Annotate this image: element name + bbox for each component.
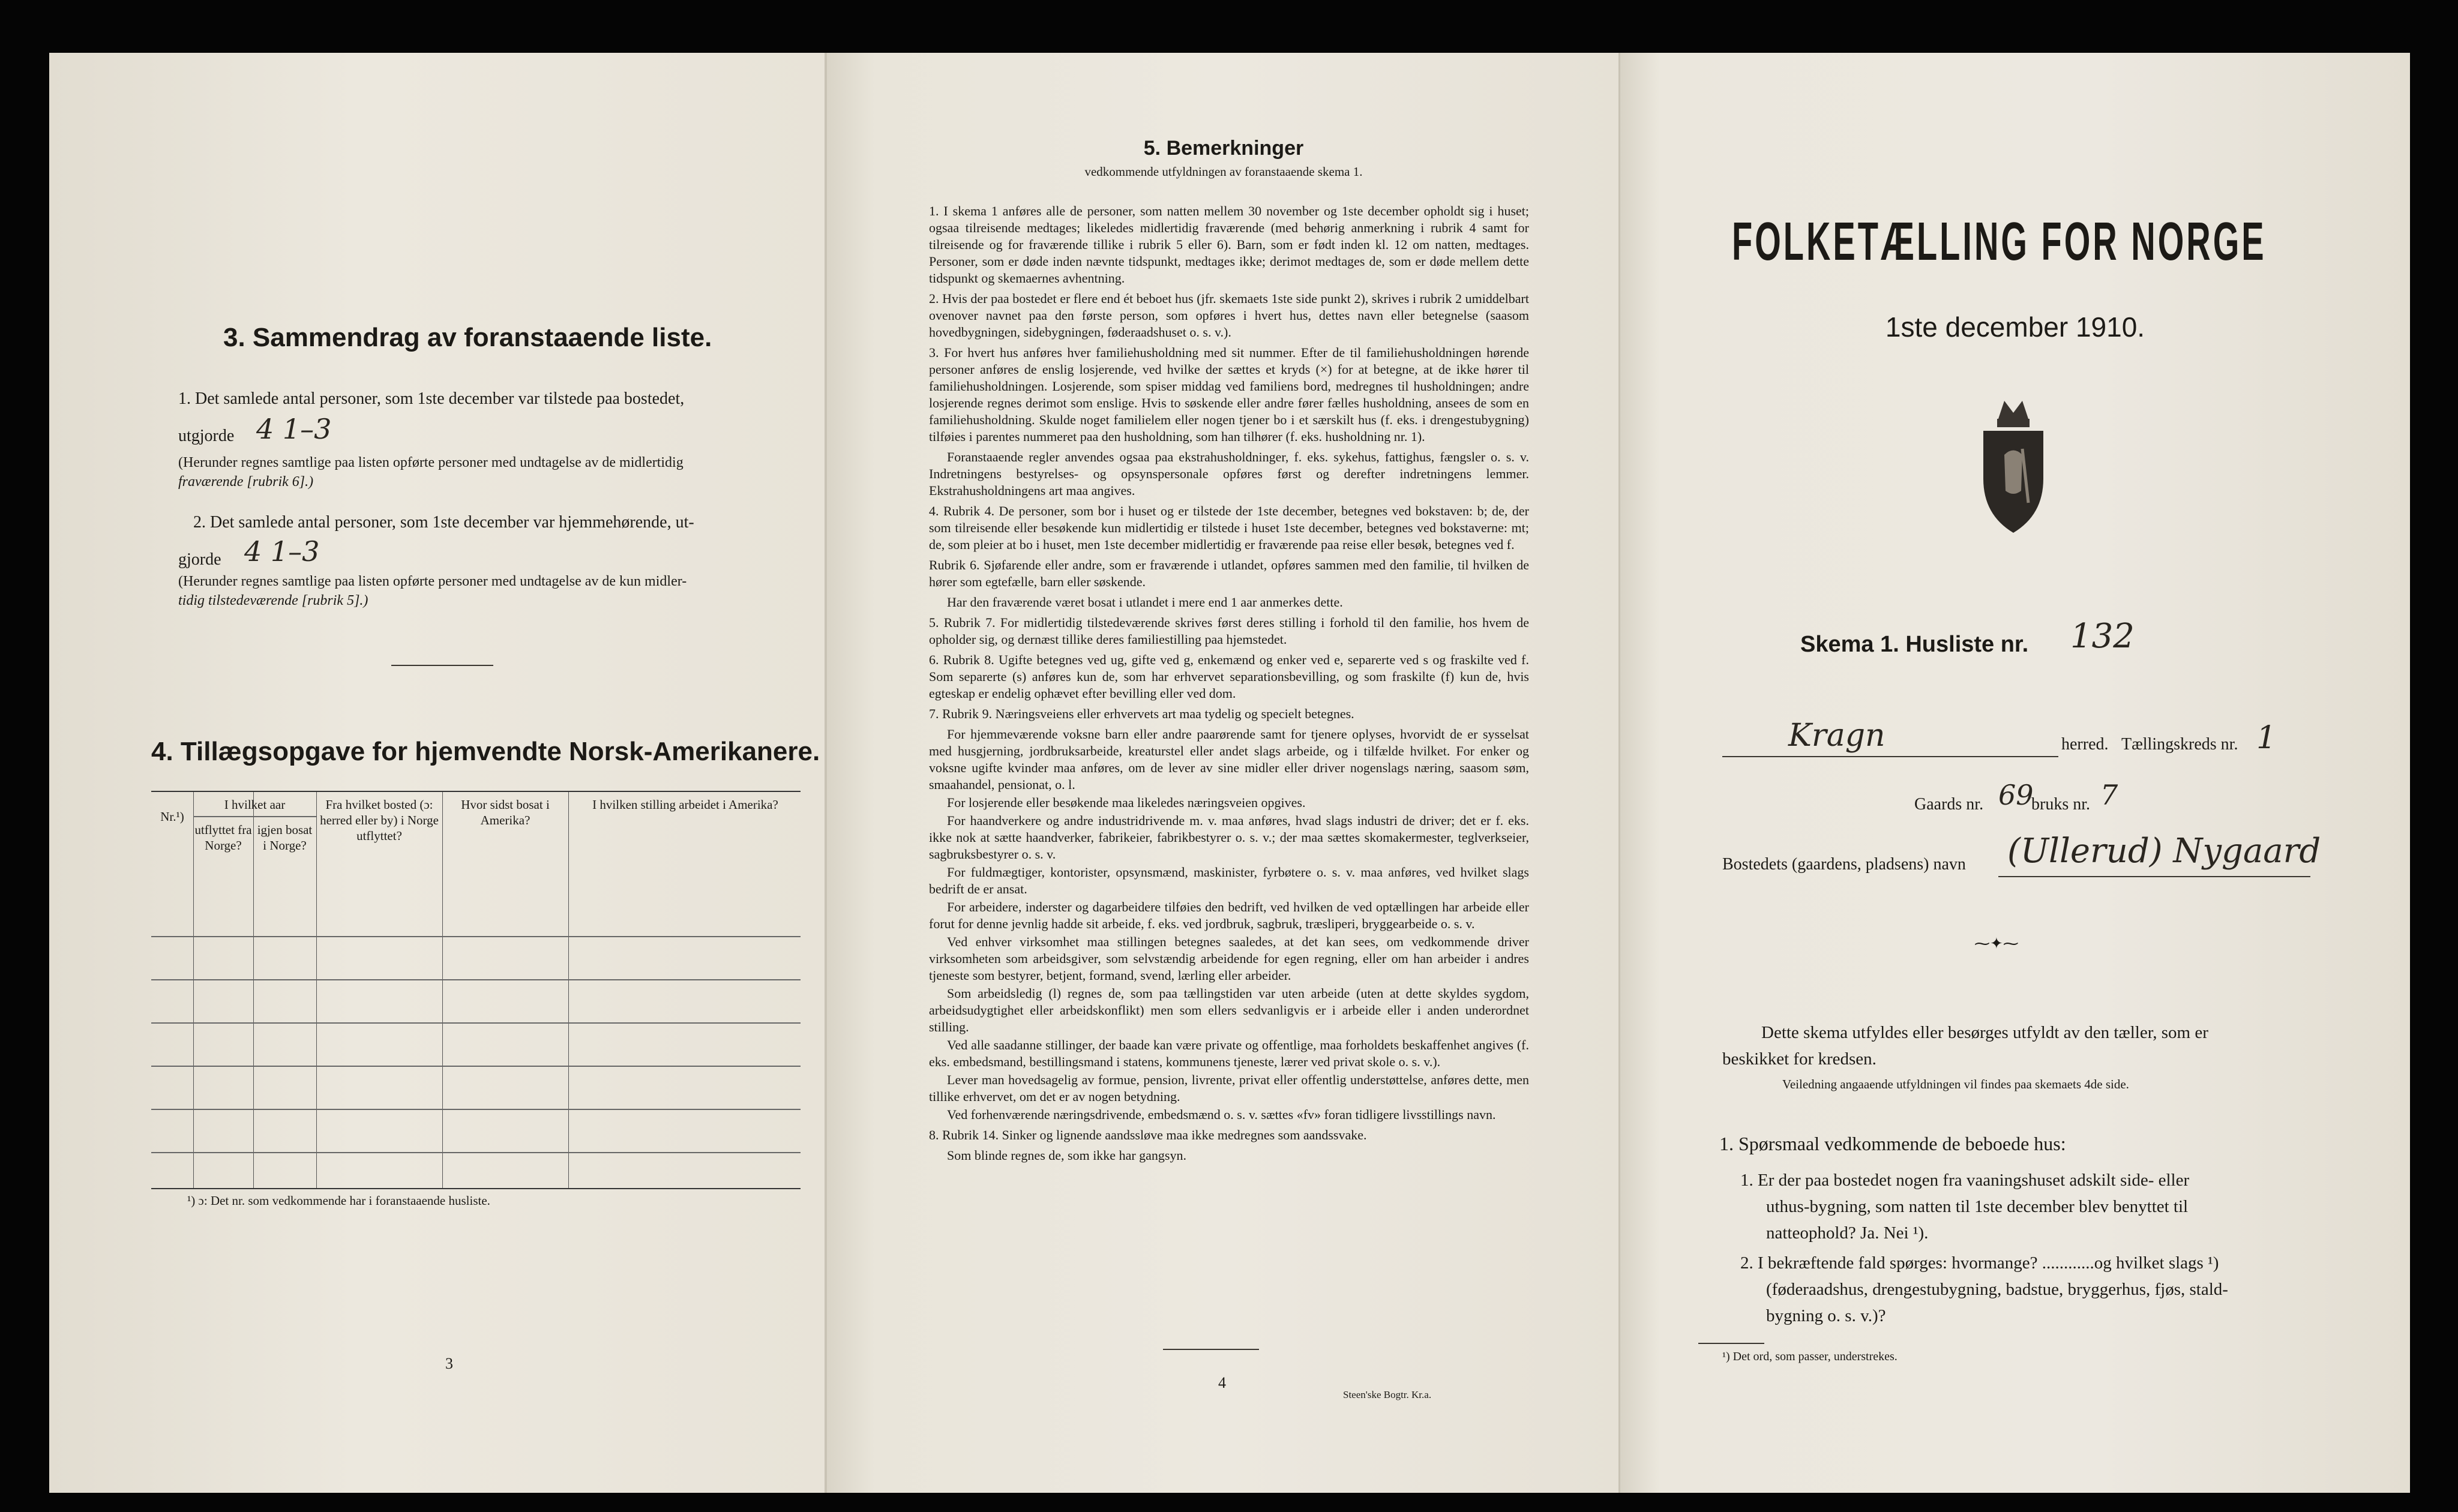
item-1-value: 4 1–3 [256,413,332,445]
remark-7b: For losjerende eller besøkende maa likeledes næringsveien opgives. [947,795,1306,810]
item-2-text: 2. Det samlede antal personer, som 1ste december var hjemmehørende, ut- [193,513,694,532]
remark-4: 4. Rubrik 4. De personer, som bor i huset og er tilstede der 1ste december, betegnes ved bokstaven: b; de, der som tilreisende eller besøkende kun midlertidig er tilstede i huset 1ste december, betegnes ved bokstaverne: mt; de, som pleier at bo i huset, men 1ste december midlertidig er fraværende paa reise eller besøk, betegnes ved f. [929,503,1529,552]
middle-page-number: 4 [1218,1374,1226,1391]
bosted-line [1998,876,2310,877]
middle-page [827,53,1620,1493]
th-year-group: I hvilket aar [224,797,286,812]
section-4-title: 4. Tillægsopgave for hjemvendte Norsk-Amerikanere. [151,737,820,766]
item-2-value: 4 1–3 [244,535,320,568]
item-2-note-b: tidig tilstedeværende [rubrik 5].) [178,593,368,608]
norsk-amerikanere-table [151,791,801,1189]
section-5-title: 5. Bemerkninger [1143,137,1304,160]
remark-2: 2. Hvis der paa bostedet er flere end ét beboet hus (jfr. skemaets 1ste side punkt 2), skrives i rubrik 2 umiddelbart ovenover navnet paa den første person, som opføres i hvert hus, dettes navn eller betegnelse (saasom hovedbygningen, sidebygningen, føderaadshuset o. s. v.). [929,291,1529,340]
questions-title: 1. Spørsmaal vedkommende de beboede hus: [1719,1133,2066,1154]
item-1-note-b: fraværende [rubrik 6].) [178,474,314,490]
remark-6: 6. Rubrik 8. Ugifte betegnes ved ug, gifte ved g, enkemænd og enker ved e, separerte ved s og fraskilte ved f. Som separerte (s) anføres kun de, som har erhvervet separationsbevilling, og som fraskilte (f) kun de, hvis egteskap er endelig ophævet efter bevilling eller ved dom. [929,652,1529,701]
left-page [49,53,827,1493]
remark-4c: Har den fraværende været bosat i utlandet i mere end 1 aar anmerkes dette. [947,595,1343,610]
question-1-a: 1. Er der paa bostedet nogen fra vaaningshuset adskilt side- eller [1740,1171,2190,1190]
right-footnote: ¹) Det ord, som passer, understrekes. [1722,1350,1898,1363]
question-1-b: uthus-bygning, som natten til 1ste december blev benyttet til [1766,1197,2189,1216]
remark-5: 5. Rubrik 7. For midlertidig tilstedeværende skrives først deres stilling i forhold til den familie, hos hvem de opholder sig, og dernæst tillike deres familiestilling paa hjemstedet. [929,615,1529,647]
footnote-rule [1698,1343,1764,1344]
remark-7a: For hjemmeværende voksne barn eller andre paarørende samt for tjenere oplyses, hvorvidt de er sysselsat med husgjerning, jordbruksarbeide, kreaturstel eller andet slags arbeide, og i tilfælde hvilket. For enker og voksne ugifte kvinder maa anføres, om de lever av sine midler eller driver nogenslags næring, saasom søm, smaahandel, pensionat, o. l. [929,727,1529,792]
remark-1: 1. I skema 1 anføres alle de personer, som natten mellem 30 november og 1ste december opholdt sig i huset; ogsaa tilreisende medtages; likeledes midlertidig fraværende (med behørig anmerkning i rubrik 4 samt for tilreisende og for fraværende tillike i rubrik 5 eller 6). Barn, som er født inden kl. 12 om natten, medtages. Personer, som er døde inden nævnte tidspunkt, medtages ikke; derimot medtages de, som er døde mellem dette tidspunkt og skemaernes avhentning. [929,203,1529,286]
instruction-line-b: beskikket for kredsen. [1722,1049,1877,1069]
item-2-label: gjorde [178,550,221,569]
remark-7g: Som arbeidsledig (l) regnes de, som paa tællingstiden var uten arbeide (uten at dette skyldes sygdom, arbeidsudygtighet eller arbeidskonflikt) men som ellers sedvanligvis er i arbeide eller i anden underordnet stilling. [929,986,1529,1034]
gaards-value: 69 [1998,779,2034,811]
left-page-number: 3 [445,1355,453,1372]
ornament: ⁓✦⁓ [1974,935,2019,952]
th-last-residence: Hvor sidst bosat i Amerika? [461,797,550,827]
husliste-number: 132 [2070,617,2135,656]
bruks-value: 7 [2100,779,2118,811]
remark-3b: Foranstaaende regler anvendes ogsaa paa ekstrahusholdninger, f. eks. sykehus, fattighus, fængsler o. s. v. Indretningens bestyrelses- og opsynspersonale opføres først og derefter indretningens lemmer. Ekstrahusholdningens art maa angives. [929,449,1529,498]
remark-7c: For haandverkere og andre industridrivende m. v. maa anføres, hvad slags industri de driver; det er f. eks. ikke nok at sætte haandverker, fabrikeier, fabrikbestyrer o. s. v.; der maa sættes skomakermester, teglverkseier, sagbruksbestyrer o. s. v. [929,813,1529,862]
section-5-subtitle: vedkommende utfyldningen av foranstaaende skema 1. [1084,164,1363,179]
item-1-note-a: (Herunder regnes samtlige paa listen opførte personer med undtagelse av de midlertidig [178,455,684,470]
remark-7f: Ved enhver virksomhet maa stillingen betegnes saaledes, at det kan sees, om vedkommende driver virksomheten som arbeidsgiver, som selvstændig arbeidende for egen regning, eller om han arbeider i andres tjeneste som bestyrer, betjent, formand, svend, lærling eller arbeider. [929,934,1529,983]
main-title: FOLKETÆLLING FOR NORGE [1732,211,2267,272]
kreds-label: Tællingskreds nr. [2121,735,2238,754]
question-1-c: natteophold? Ja. Nei ¹). [1766,1223,1929,1243]
remarks-list [929,203,1529,1168]
th-occupation: I hvilken stilling arbeidet i Amerika? [592,797,778,812]
bruks-label: bruks nr. [2031,795,2090,814]
th-returned: igjen bosat i Norge? [257,823,313,853]
remark-8: 8. Rubrik 14. Sinker og lignende aandssløve maa ikke medregnes som aandssvake. [929,1127,1367,1142]
separator [391,665,493,666]
remark-3: 3. For hvert hus anføres hver familiehusholdning med sit nummer. Efter de til familiehusholdningen hørende personer anføres de enslig losjerende, ved hvilke der sættes et kryds (×) for at betegne, at de ikke hører til familiehusholdningen. Losjerende, som spiser middag ved familiens bord, medregnes til husholdningen; andre losjerende regnes derimot som enslige. Hvis to søskende eller andre fører fælles husholdning, ansees de som en familiehusholdning. Skulde noget familielem eller nogen tjener bo i et særskilt hus (f. eks. i drengestubygning) tilføies i parentes nummeret paa den husholdning, som han tilhører (f. eks. husholdning nr. 1). [929,345,1529,444]
date-line: 1ste december 1910. [1885,311,2145,343]
question-2-c: bygning o. s. v.)? [1766,1306,1886,1325]
herred-line [1722,756,2058,757]
remark-4b: Rubrik 6. Sjøfarende eller andre, som er fraværende i utlandet, opføres sammen med den familie, til hvilken de hører som egtefælle, barn eller søskende. [929,557,1529,589]
middle-separator [1163,1349,1259,1350]
right-page [1620,53,2410,1493]
bosted-value: (Ullerud) Nygaard [2007,832,2321,871]
section-3-title: 3. Sammendrag av foranstaaende liste. [223,323,712,352]
th-nr: Nr.¹) [160,809,184,824]
remark-7h: Ved alle saadanne stillinger, der baade kan være private og offentlige, maa forholdets beskaffenhet angives (f. eks. embedsmand, bestillingsmand i statens, kommunens tjeneste, lærer ved privat skole o. s. v.). [929,1037,1529,1069]
bosted-label: Bostedets (gaardens, pladsens) navn [1722,855,1966,874]
item-1-label: utgjorde [178,427,235,445]
remark-8b: Som blinde regnes de, som ikke har gangsyn. [947,1148,1186,1163]
remark-7: 7. Rubrik 9. Næringsveiens eller erhvervets art maa tydelig og specielt betegnes. [929,706,1354,721]
left-footnote: ¹) ɔ: Det nr. som vedkommende har i foranstaaende husliste. [187,1193,490,1208]
herred-label: herred. [2061,735,2109,754]
printer-mark: Steen'ske Bogtr. Kr.a. [1343,1389,1432,1400]
gaards-label: Gaards nr. [1914,795,1984,814]
herred-value: Kragn [1788,718,1886,754]
instruction-note: Veiledning angaaende utfyldningen vil findes paa skemaets 4de side. [1782,1077,2129,1091]
skema-label: Skema 1. Husliste nr. [1800,632,2029,657]
th-from-where: Fra hvilket bosted (ɔ: herred eller by) i Norge utflyttet? [320,797,439,843]
question-2-b: (føderaadshus, drengestubygning, badstue, bryggerhus, fjøs, stald- [1766,1280,2228,1299]
remark-7j: Ved forhenværende næringsdrivende, embedsmænd o. s. v. sættes «fv» foran tidligere livsstillings navn. [947,1107,1496,1122]
item-2-note-a: (Herunder regnes samtlige paa listen opførte personer med undtagelse av de kun midler- [178,574,687,589]
item-1-text: 1. Det samlede antal personer, som 1ste december var tilstede paa bostedet, [178,389,685,408]
remark-7d: For fuldmægtiger, kontorister, opsynsmænd, maskinister, fyrbøtere o. s. v. maa anføres, ved hvilket slags bedrift de er ansat. [929,865,1529,896]
coat-of-arms-icon [1968,389,2058,539]
question-2-a: 2. I bekræftende fald spørges: hvormange? ............og hvilket slags ¹) [1740,1253,2219,1273]
th-emigrated: utflyttet fra Norge? [194,823,252,853]
remark-7i: Lever man hovedsagelig av formue, pension, livrente, privat eller offentlig understøttelse, anføres dette, men tillike erhvervet, om det er av nogen betydning. [929,1072,1529,1104]
remark-7e: For arbeidere, inderster og dagarbeidere tilføies den bedrift, ved hvilken de ved optællingen har arbeide eller forut for denne jevnlig hadde sit arbeide, f. eks. ved jordbruk, sagbruk, træsliperi, bryggearbeide o. s. v. [929,899,1529,931]
instruction-line-a: Dette skema utfyldes eller besørges utfyldt av den tæller, som er [1761,1023,2208,1042]
kreds-value: 1 [2256,720,2277,756]
